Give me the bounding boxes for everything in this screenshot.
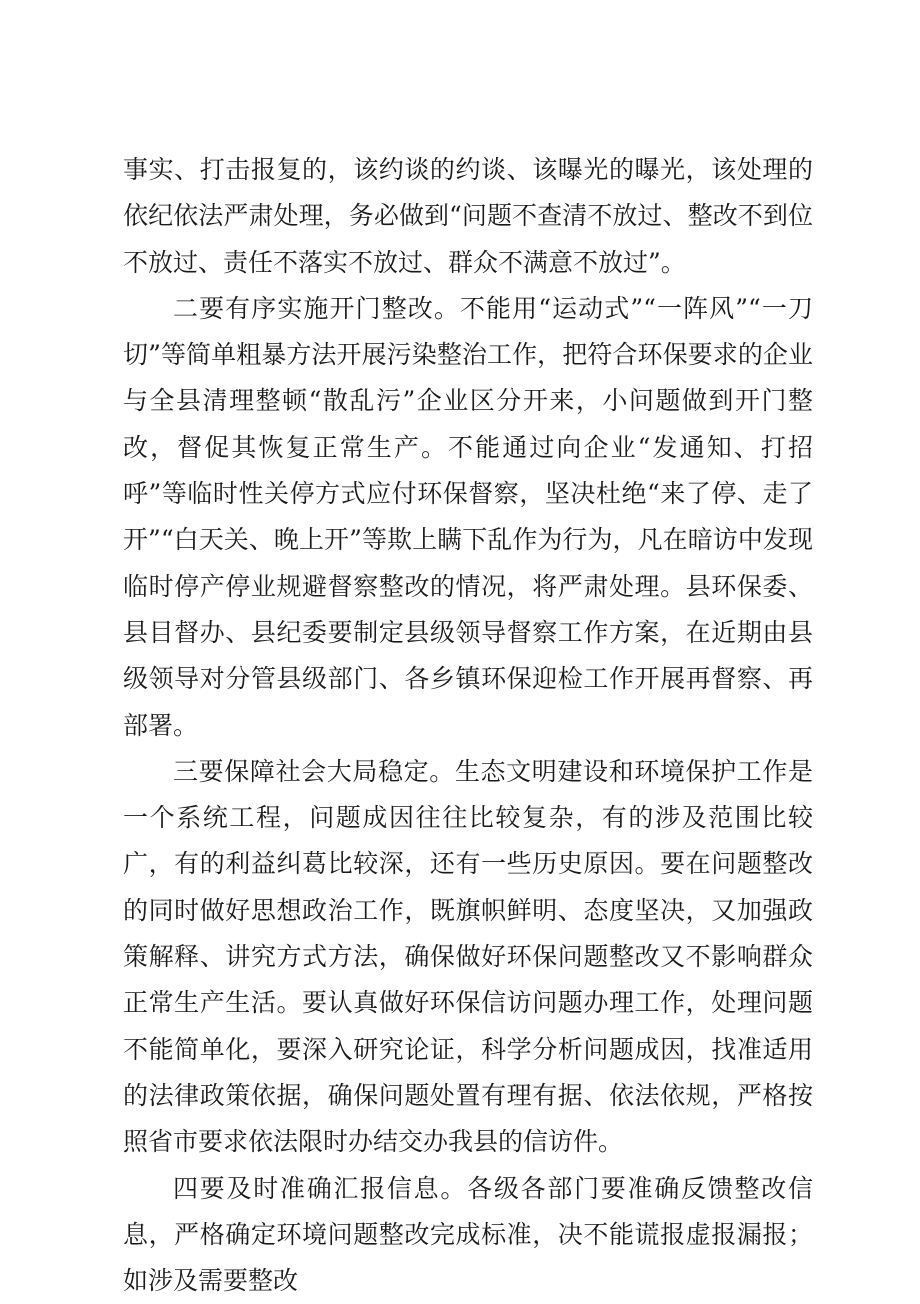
paragraph-open-rectification: 二要有序实施开门整改。不能用“运动式”“一阵风”“一刀切”等简单粗暴方法开展污染整治工作，把符合环保要求的企业与全县清理整顿“散乱污”企业区分开来，小问题做到开门整改，督促其恢复正常生产。不能通过向企业“发通知、打招呼”等临时性关停方式应付环保督察，坚决杜绝“来了停、走了开”“白天关、晚上开”等欺上瞒下乱作为行为，凡在暗访中发现临时停产停业规避督察整改的情况，将严肃处理。县环保委、县目督办、县纪委要制定县级领导督察工作方案，在近期由县级领导对分管县级部门、各乡镇环保迎检工作开展再督察、再部署。 (123, 293, 813, 740)
document-body (123, 147, 813, 1304)
paragraph-report-information: 四要及时准确汇报信息。各级各部门要准确反馈整改信息，严格确定环境问题整改完成标准，决不能谎报虚报漏报；如涉及需要整改 (123, 1173, 813, 1296)
paragraph-social-stability: 三要保障社会大局稳定。生态文明建设和环境保护工作是一个系统工程，问题成因往往比较复杂，有的涉及范围比较广，有的利益纠葛比较深，还有一些历史原因。要在问题整改的同时做好思想政治工作，既旗帜鲜明、态度坚决，又加强政策解释、讲究方式方法，确保做好环保问题整改又不影响群众正常生产生活。要认真做好环保信访问题办理工作，处理问题不能简单化，要深入研究论证，科学分析问题成因，找准适用的法律政策依据，确保问题处置有理有据、依法依规，严格按照省市要求依法限时办结交办我县的信访件。 (123, 756, 813, 1157)
paragraph-continued: 事实、打击报复的，该约谈的约谈、该曝光的曝光，该处理的依纪依法严肃处理，务必做到“问题不查清不放过、整改不到位不放过、责任不落实不放过、群众不满意不放过”。 (123, 155, 813, 277)
